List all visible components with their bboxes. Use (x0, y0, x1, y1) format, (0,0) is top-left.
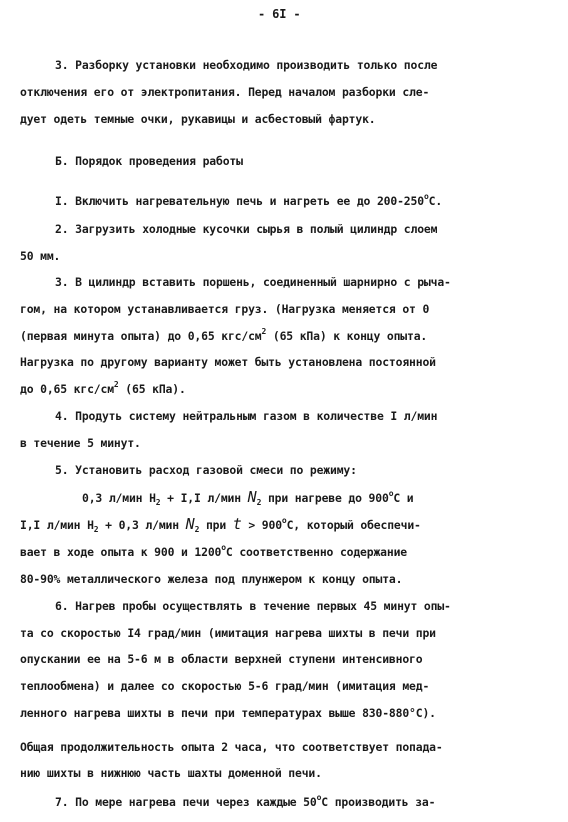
text-line-20: 6. Нагрев пробы осуществлять в течение первых 45 минут опы- (55, 599, 451, 613)
text-line-14: в течение 5 минут. (20, 436, 141, 450)
text-line-11: Нагрузка по другому варианту может быть установлена постоянной (20, 355, 436, 369)
text-line-9: гом, на котором устанавливается груз. (Нагрузка меняется от 0 (20, 302, 430, 316)
text-line-27: 7. По мере нагрева печи через каждые 50$^o$С производить за- (55, 793, 436, 809)
text-line-17: I,I л/мин $H_2 + 0,3$ л/мин $N_2$ при $t > 900^oС$, который обеспечи- (20, 515, 421, 534)
text-line-22: опускании ее на 5-6 м в области верхней ступени интенсивного (20, 652, 423, 666)
text-line-19: 80-90% металлического железа под плунжером к концу опыта. (20, 572, 403, 586)
text-line-13: 4. Продуть систему нейтральным газом в количестве I л/мин (55, 409, 438, 423)
text-line-8: 3. В цилиндр вставить поршень, соединенный шарнирно с рыча- (55, 275, 451, 289)
text-line-26: нию шихты в нижнюю часть шахты доменной печи. (20, 766, 322, 780)
page-number: - 6I - (258, 7, 301, 21)
text-line-23: теплообмена) и далее со скоростью 5-6 град/мин (имитация мед- (20, 679, 430, 693)
text-line-25: Общая продолжительность опыта 2 часа, что соответствует попада- (20, 740, 443, 754)
text-line-2: отключения его от электропитания. Перед началом разборки сле- (20, 85, 430, 99)
text-line-16: 0,3 л/мин $H_2 + I,I$ л/мин $N_2$ при нагреве до 900$^o$С и (82, 488, 414, 507)
text-line-24: ленного нагрева шихты в печи при температурах выше 830-880°С). (20, 706, 436, 720)
text-line-5: I. Включить нагревательную печь и нагреть ее до 200-250$^o$С. (55, 192, 443, 208)
section-heading: Б. Порядок проведения работы (55, 154, 243, 168)
text-line-1: 3. Разборку установки необходимо производить только после (55, 58, 438, 72)
text-line-15: 5. Установить расход газовой смеси по режиму: (55, 463, 357, 477)
text-line-7: 50 мм. (20, 249, 61, 263)
text-line-18: вает в ходе опыта к 900 и 1200$^o$С соответственно содержание (20, 543, 408, 559)
text-line-6: 2. Загрузить холодные кусочки сырья в полый цилиндр слоем (55, 222, 438, 236)
text-line-21: та со скоростью I4 град/мин (имитация нагрева шихты в печи при (20, 626, 436, 640)
text-line-3: дует одеть темные очки, рукавицы и асбестовый фартук. (20, 112, 376, 126)
text-line-10: (первая минута опыта) до 0,65 кгс/$см^2$ (65 кПа) к концу опыта. (20, 327, 428, 343)
text-line-12: до 0,65 кгс/$см^2$ (65 кПа). (20, 380, 186, 396)
